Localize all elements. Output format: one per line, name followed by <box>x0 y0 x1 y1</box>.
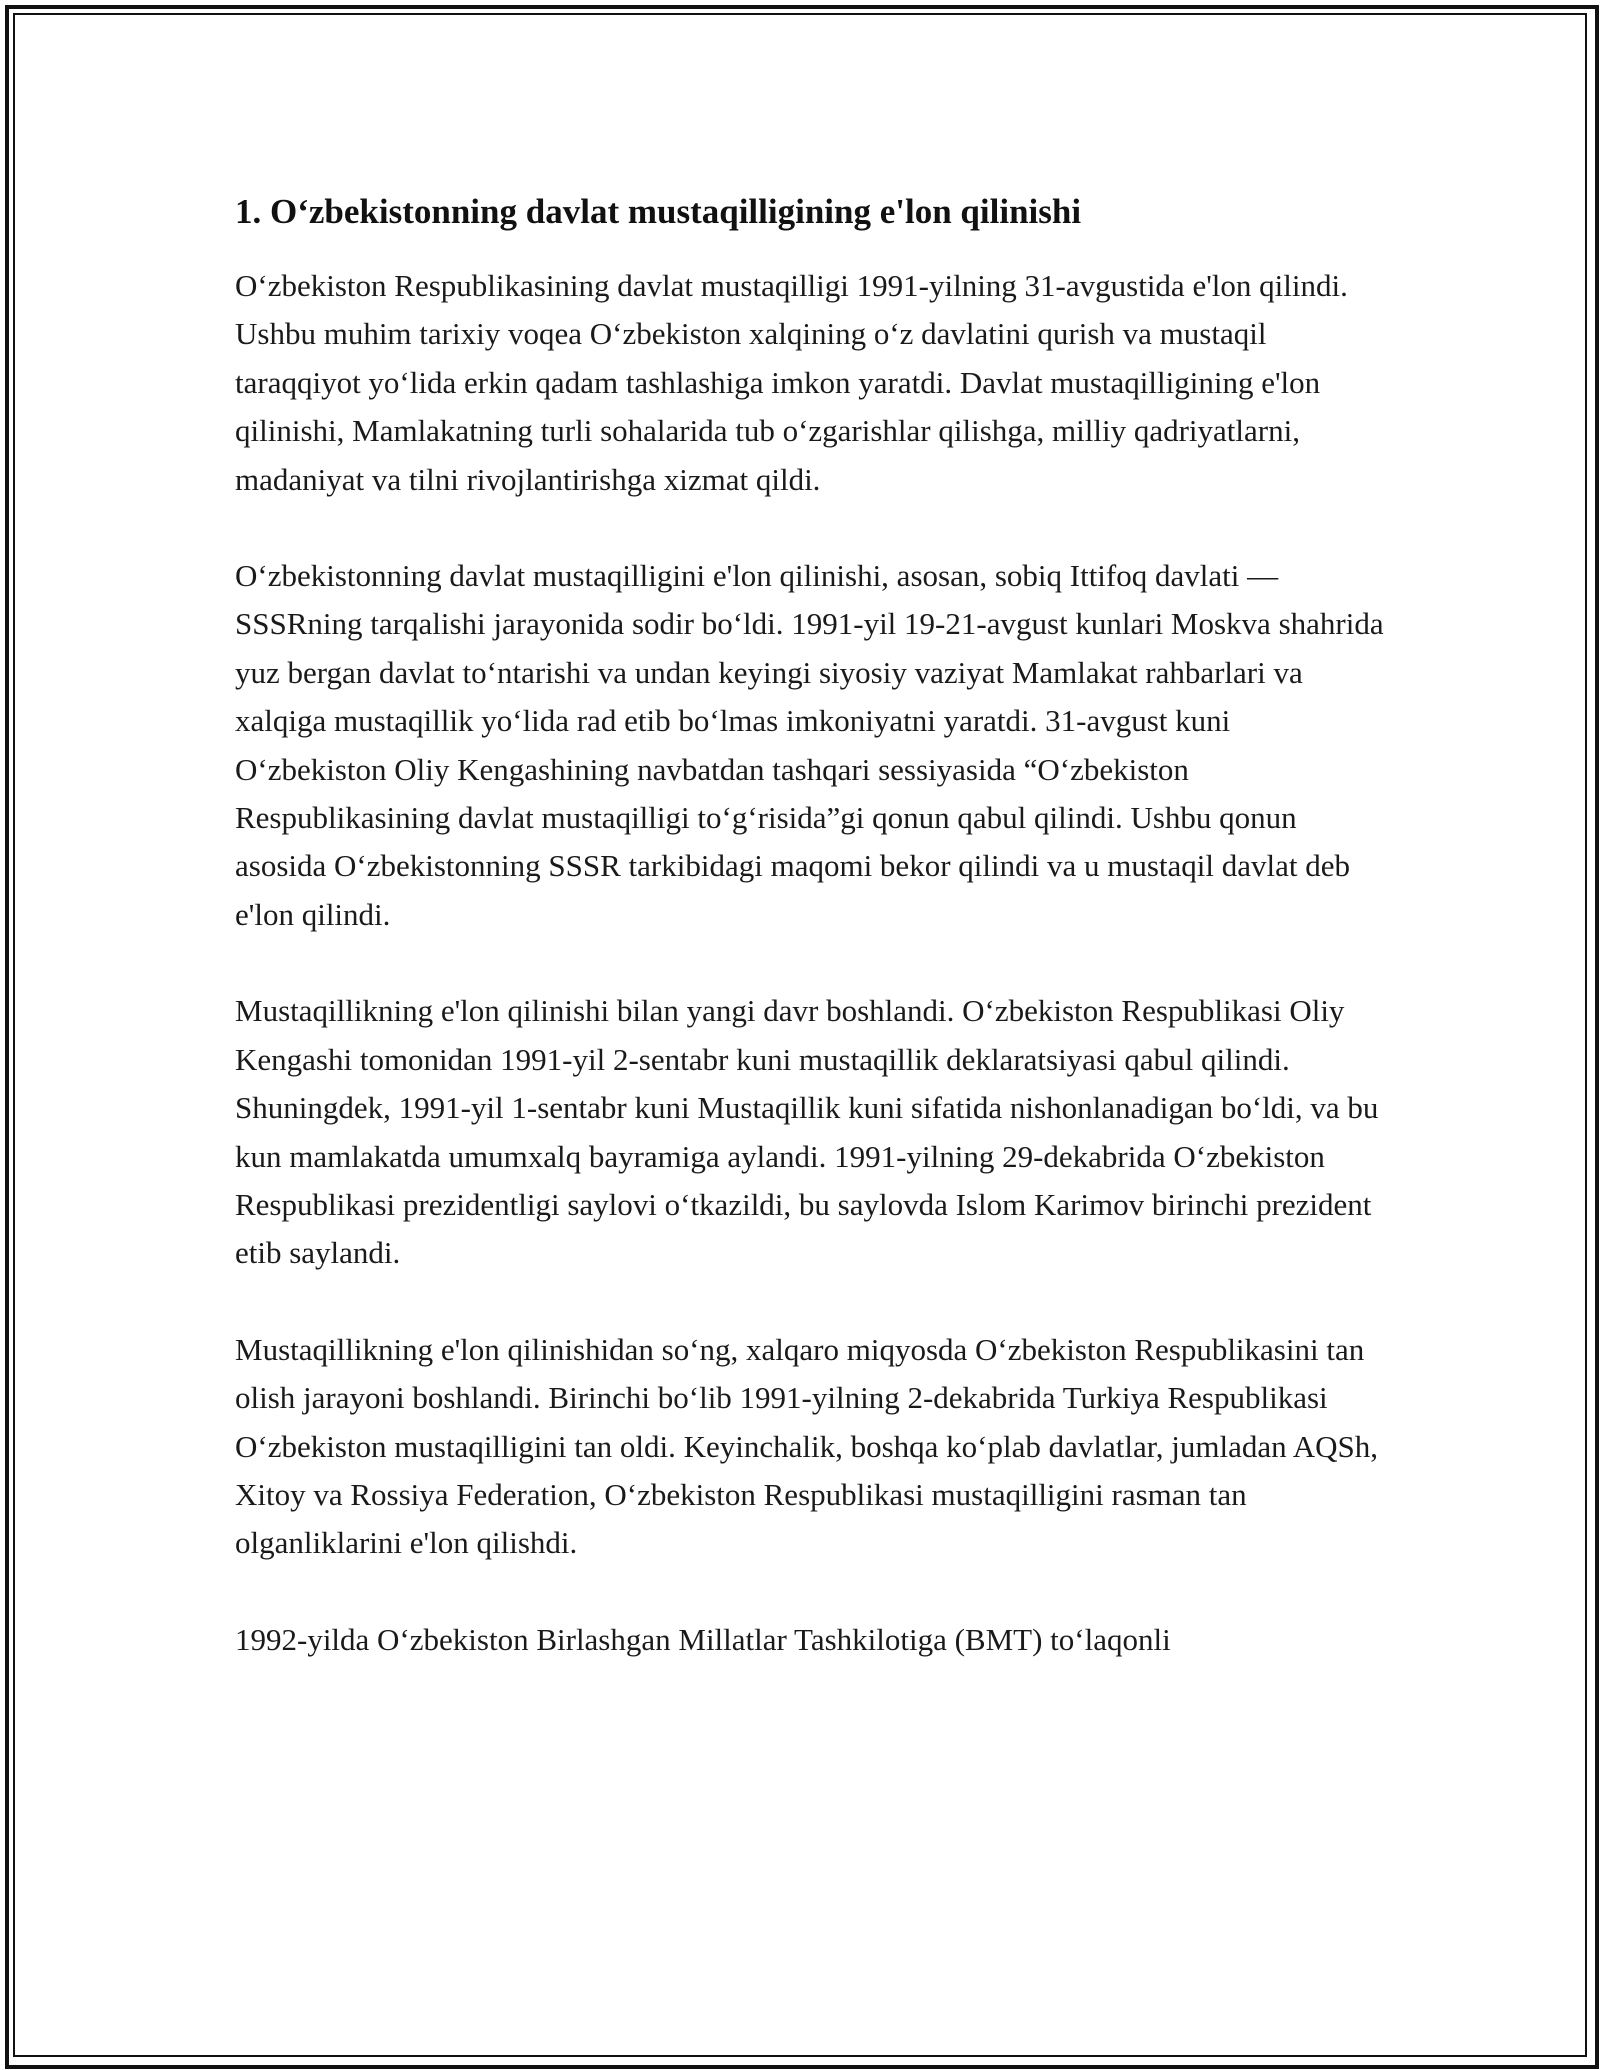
paragraph-4: Mustaqillikning e'lon qilinishidan so‘ng, xalqaro miqyosda O‘zbekiston Respublikasini tan olish jarayoni boshlandi. Birinchi bo‘lib 1991-yilning 2-dekabrida Turkiya Respublikasi O‘zbekiston mustaqilligini tan oldi. Keyinchalik, boshqa ko‘plab davlatlar, jumladan AQSh, Xitoy va Rossiya Federation, O‘zbekiston Respublikasi mustaqilligini rasman tan olganliklarini e'lon qilishdi. <box>235 1331 1378 1561</box>
paragraph-2: O‘zbekistonning davlat mustaqilligini e'lon qilinishi, asosan, sobiq Ittifoq davlati — SSSRning tarqalishi jarayonida sodir bo‘ldi. 1991-yil 19-21-avgust kunlari Moskva shahrida yuz bergan davlat to‘ntarishi va undan keyingi siyosiy vaziyat Mamlakat rahbarlari va xalqiga mustaqillik yo‘lida rad etib bo‘lmas imkoniyatni yaratdi. 31-avgust kuni O‘zbekiston Oliy Kengashining navbatdan tashqari sessiyasida “O‘zbekiston Respublikasining davlat mustaqilligi to‘g‘risida”gi qonun qabul qilindi. Ushbu qonun asosida O‘zbekistonning SSSR tarkibidagi maqomi bekor qilindi va u mustaqil davlat deb e'lon qilindi. <box>235 558 1384 932</box>
paragraph-5: 1992-yilda O‘zbekiston Birlashgan Millatlar Tashkilotiga (BMT) to‘laqonli <box>235 1621 1171 1657</box>
paragraph-1: O‘zbekiston Respublikasining davlat mustaqilligi 1991-yilning 31-avgustida e'lon qilindi. Ushbu muhim tarixiy voqea O‘zbekiston xalqining o‘z davlatini qurish va mustaqil taraqqiyot yo‘lida erkin qadam tashlashiga imkon yaratdi. Davlat mustaqilligining e'lon qilinishi, Mamlakatning turli sohalarida tub o‘zgarishlar qilishga, milliy qadriyatlarni, madaniyat va tilni rivojlantirishga xizmat qildi. <box>235 268 1348 497</box>
paragraph-3: Mustaqillikning e'lon qilinishi bilan yangi davr boshlandi. O‘zbekiston Respublikasi Oliy Kengashi tomonidan 1991-yil 2-sentabr kuni mustaqillik deklaratsiyasi qabul qilindi. Shuningdek, 1991-yil 1-sentabr kuni Mustaqillik kuni sifatida nishonlanadigan bo‘ldi, va bu kun mamlakatda umumxalq bayramiga aylandi. 1991-yilning 29-dekabrida O‘zbekiston Respublikasi prezidentligi saylovi o‘tkazildi, bu saylovda Islom Karimov birinchi prezident etib saylandi. <box>235 993 1379 1271</box>
document-body <box>235 188 1385 1712</box>
section-heading: 1. O‘zbekistonning davlat mustaqilligining e'lon qilinishi <box>235 192 1082 231</box>
